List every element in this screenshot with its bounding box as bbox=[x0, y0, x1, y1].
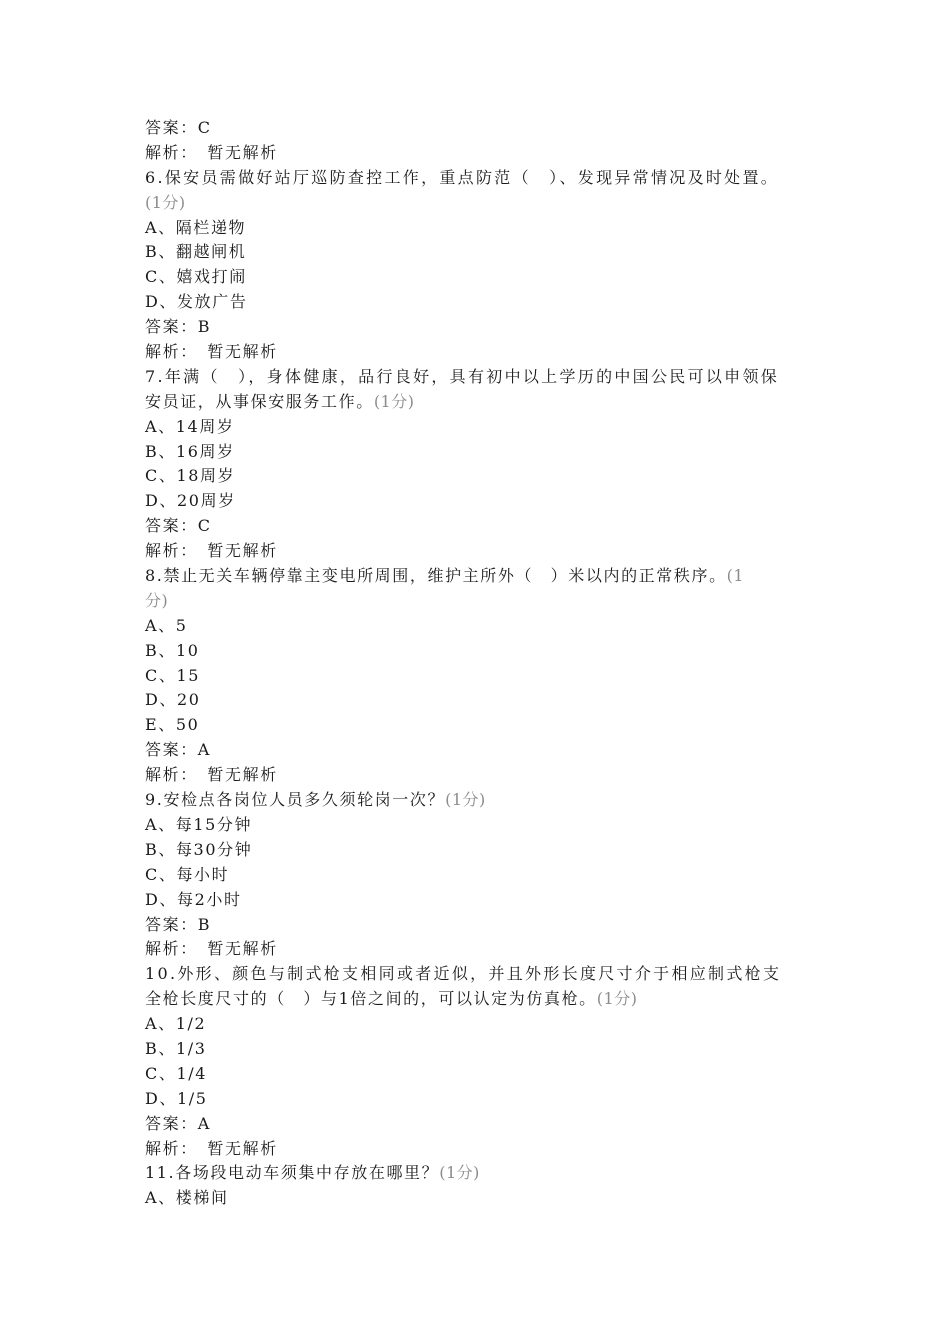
option-b: B、每30分钟 bbox=[145, 839, 253, 859]
question-score: (1分) bbox=[145, 192, 186, 212]
question-text: 8.禁止无关车辆停靠主变电所周围，维护主所外（ ）米以内的正常秩序。 bbox=[145, 566, 727, 586]
question-9 bbox=[145, 788, 813, 962]
question-score: (1分) bbox=[373, 391, 415, 411]
option-d: D、20周岁 bbox=[145, 491, 236, 511]
option-a: A、14周岁 bbox=[145, 416, 235, 436]
option-d: D、发放广告 bbox=[145, 292, 248, 312]
question-6 bbox=[145, 166, 813, 365]
option-c: C、每小时 bbox=[145, 864, 230, 884]
option-b: B、翻越闸机 bbox=[145, 242, 247, 262]
option-a: A、每15分钟 bbox=[145, 814, 253, 834]
option-b: B、16周岁 bbox=[145, 441, 235, 461]
answer-line: 答案：B bbox=[145, 914, 212, 934]
question-text-cont: 全枪长度尺寸的（ ）与1倍之间的，可以认定为仿真枪。 bbox=[145, 989, 597, 1009]
option-a: A、楼梯间 bbox=[145, 1188, 229, 1208]
answer-line: 答案：A bbox=[145, 1113, 211, 1133]
question-7 bbox=[145, 365, 813, 564]
option-b: B、10 bbox=[145, 640, 200, 660]
question-text: 10.外形、颜色与制式枪支相同或者近似，并且外形长度尺寸介于相应制式枪支 bbox=[145, 964, 782, 984]
question-text: 11.各场段电动车须集中存放在哪里？ bbox=[145, 1163, 440, 1183]
option-a: A、隔栏递物 bbox=[145, 217, 247, 237]
option-c: C、18周岁 bbox=[145, 466, 236, 486]
answer-line: 答案：C bbox=[145, 118, 212, 137]
option-d: D、每2小时 bbox=[145, 889, 242, 909]
question-11 bbox=[145, 1161, 813, 1211]
option-a: A、5 bbox=[145, 615, 188, 635]
option-b: B、1/3 bbox=[145, 1038, 207, 1058]
analysis-line: 解析： 暂无解析 bbox=[145, 342, 278, 362]
answer-line: 答案：A bbox=[145, 740, 211, 760]
question-score: (1分) bbox=[445, 790, 486, 810]
analysis-line: 解析： 暂无解析 bbox=[145, 765, 278, 785]
question-8 bbox=[145, 564, 813, 788]
option-d: D、1/5 bbox=[145, 1088, 208, 1108]
answer-line: 答案：B bbox=[145, 317, 212, 337]
question-text: 7.年满（ ），身体健康，品行良好，具有初中以上学历的中国公民可以申领保 bbox=[145, 366, 780, 386]
answer-line: 答案：C bbox=[145, 516, 212, 536]
analysis-line: 解析： 暂无解析 bbox=[145, 142, 278, 162]
option-c: C、嬉戏打闹 bbox=[145, 267, 247, 287]
document-page bbox=[145, 116, 813, 1211]
analysis-line: 解析： 暂无解析 bbox=[145, 1138, 278, 1158]
option-d: D、20 bbox=[145, 690, 201, 710]
question-score: (1 bbox=[726, 566, 745, 586]
question-text: 6.保安员需做好站厅巡防查控工作，重点防范（ ）、发现异常情况及时处置。 bbox=[145, 167, 780, 187]
option-c: C、1/4 bbox=[145, 1063, 207, 1083]
question-text: 9.安检点各岗位人员多久须轮岗一次？ bbox=[145, 790, 446, 810]
option-a: A、1/2 bbox=[145, 1014, 207, 1034]
option-e: E、50 bbox=[145, 715, 200, 735]
option-c: C、15 bbox=[145, 665, 201, 685]
question-score-cont: 分) bbox=[145, 590, 169, 610]
analysis-line: 解析： 暂无解析 bbox=[145, 939, 278, 959]
question-text-cont: 安员证，从事保安服务工作。 bbox=[145, 391, 374, 411]
analysis-line: 解析： 暂无解析 bbox=[145, 541, 278, 561]
question-10 bbox=[145, 962, 813, 1161]
question-score: (1分) bbox=[439, 1163, 480, 1183]
question-score: (1分) bbox=[596, 989, 638, 1009]
